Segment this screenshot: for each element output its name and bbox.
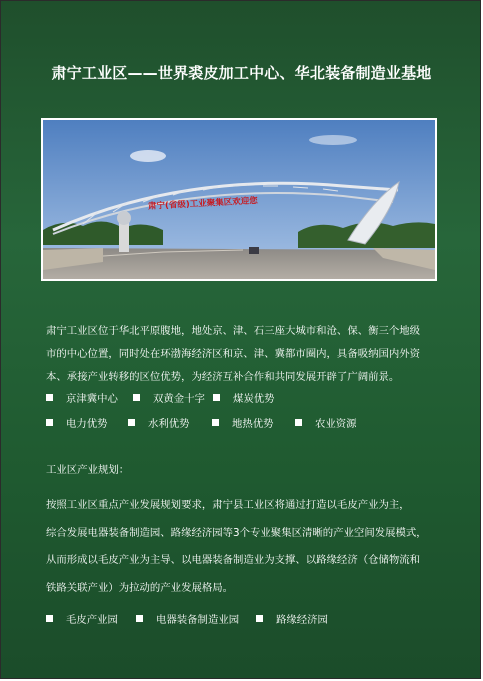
plan-line: 按照工业区重点产业发展规划要求，肃宁县工业区将通过打造以毛皮产业为主， — [46, 499, 410, 511]
bullet-square-icon — [128, 419, 135, 426]
bullet-square-icon — [213, 394, 220, 401]
arch-banner-text: 肃宁(省级)工业聚集区欢迎您 — [147, 196, 258, 212]
bullet-square-icon — [256, 615, 263, 622]
bullet-square-icon — [212, 419, 219, 426]
intro-line: 本、承接产业转移的区位优势，为经济互补合作和共同发展开辟了广阔前景。 — [46, 371, 400, 383]
park-item — [46, 611, 118, 626]
intro-line: 市的中心位置，同时处在环渤海经济区和京、津、冀都市圈内，具备吸纳国内外资 — [46, 348, 421, 360]
advantage-item — [213, 390, 275, 405]
intro-paragraph — [46, 320, 446, 389]
bullet-square-icon — [133, 394, 140, 401]
arch-photo — [41, 118, 437, 281]
page-title: 肃宁工业区——世界裘皮加工中心、华北装备制造业基地 — [51, 64, 432, 82]
advantage-item — [46, 415, 108, 430]
advantage-label: 水利优势 — [148, 418, 190, 430]
park-item — [136, 611, 239, 626]
advantage-label: 电力优势 — [66, 418, 108, 430]
bullet-square-icon — [46, 615, 53, 622]
plan-line: 综合发展电器装备制造园、路缘经济园等3个专业聚集区清晰的产业空间发展模式， — [46, 526, 427, 539]
advantage-item — [133, 390, 205, 405]
plan-line: 从而形成以毛皮产业为主导、以电器装备制造业为支撑、以路缘经济（仓储物流和 — [46, 554, 421, 566]
advantage-item — [128, 415, 190, 430]
advantage-label: 煤炭优势 — [233, 393, 275, 405]
plan-line: 铁路关联产业）为拉动的产业发展格局。 — [46, 581, 234, 594]
plan-paragraph — [46, 492, 456, 602]
advantage-label: 农业资源 — [315, 418, 357, 430]
advantage-label: 京津冀中心 — [66, 393, 118, 405]
advantage-label: 地热优势 — [232, 418, 274, 430]
bullet-square-icon — [295, 419, 302, 426]
park-item — [256, 611, 328, 626]
park-label: 毛皮产业园 — [66, 614, 118, 626]
advantage-label: 双黄金十字 — [153, 393, 205, 405]
advantage-item — [212, 415, 274, 430]
bullet-square-icon — [46, 419, 53, 426]
arch-photo-illustration — [43, 120, 435, 279]
plan-heading: 工业区产业规划： — [46, 464, 130, 476]
park-label: 电器装备制造业园 — [156, 614, 240, 626]
bullet-square-icon — [136, 615, 143, 622]
advantage-item — [295, 415, 357, 430]
intro-line: 肃宁工业区位于华北平原腹地，地处京、津、石三座大城市和沧、保、衡三个地级 — [46, 325, 421, 337]
advantage-item — [46, 390, 118, 405]
bullet-square-icon — [46, 394, 53, 401]
park-label: 路缘经济园 — [276, 614, 328, 626]
